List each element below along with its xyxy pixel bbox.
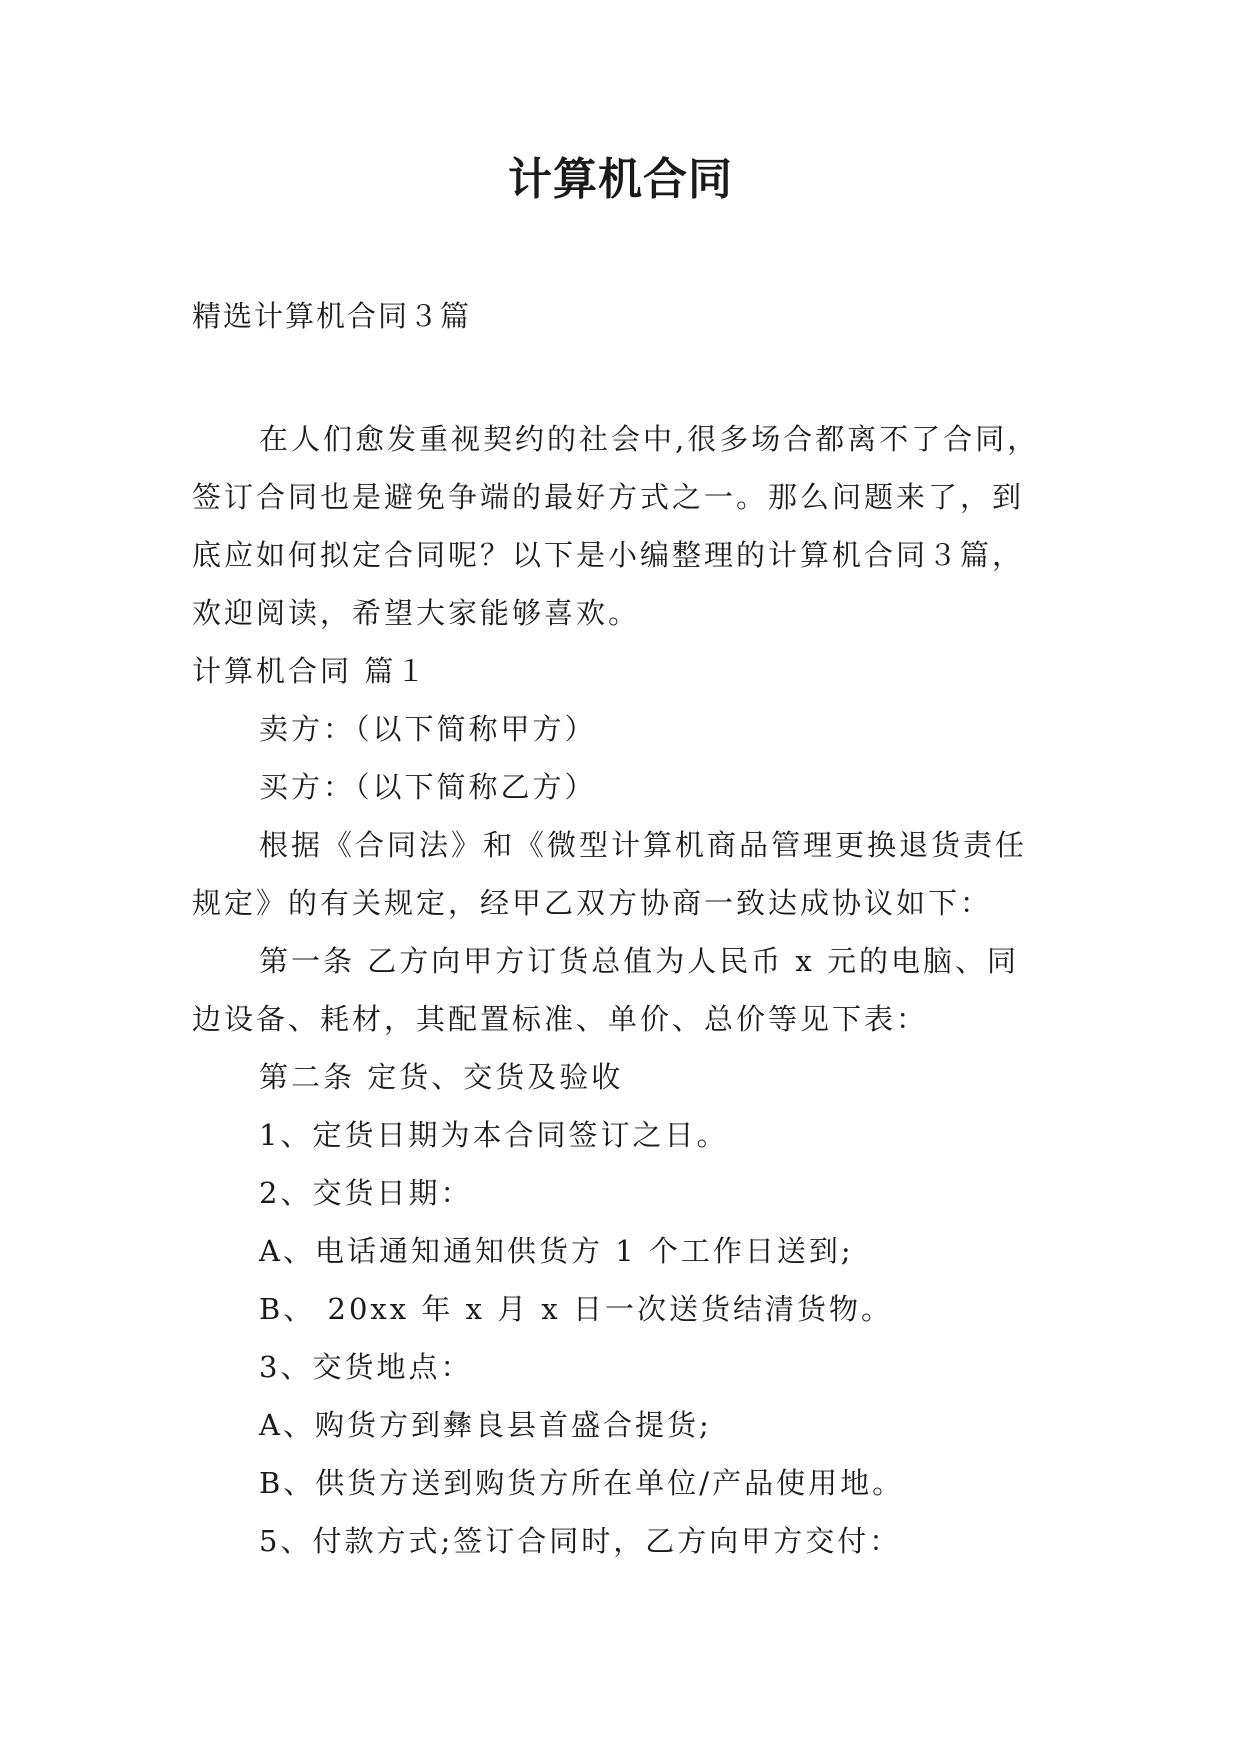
body-line: B、供货方送到购货方所在单位/产品使用地。 <box>259 1466 905 1500</box>
page-title: 计算机合同 <box>508 154 733 205</box>
body-line: 3、交货地点： <box>259 1350 473 1384</box>
body-line: 2、交货日期： <box>259 1176 473 1210</box>
body-line: 底应如何拟定合同呢？以下是小编整理的计算机合同３篇， <box>192 538 1025 572</box>
body-line: A、电话通知通知供货方 1 个工作日送到; <box>259 1234 854 1268</box>
body-line: 签订合同也是避免争端的最好方式之一。那么问题来了，到 <box>192 480 1025 514</box>
body-line: 欢迎阅读，希望大家能够喜欢。 <box>192 596 641 630</box>
body-line: 边设备、耗材，其配置标准、单价、总价等见下表： <box>192 1002 929 1036</box>
body-line: 根据《合同法》和《微型计算机商品管理更换退货责任 <box>259 828 1028 862</box>
body-line: 规定》的有关规定，经甲乙双方协商一致达成协议如下： <box>192 886 993 920</box>
document-body <box>192 410 1062 1570</box>
body-line: 第二条 定货、交货及验收 <box>259 1060 624 1094</box>
body-line: 1、定货日期为本合同签订之日。 <box>259 1118 729 1152</box>
document-subtitle: 精选计算机合同３篇 <box>192 299 472 333</box>
body-line: 卖方：（以下简称甲方） <box>259 712 597 746</box>
body-line: B、 20xx 年 x 月 x 日一次送货结清货物。 <box>259 1292 893 1326</box>
body-line: 第一条 乙方向甲方订货总值为人民币 x 元的电脑、同 <box>259 944 1020 978</box>
body-line: A、购货方到彝良县首盛合提货; <box>259 1408 712 1442</box>
body-line: 在人们愈发重视契约的社会中,很多场合都离不了合同， <box>259 422 1040 456</box>
body-line: 买方：（以下简称乙方） <box>259 770 597 804</box>
body-line: 5、付款方式;签订合同时，乙方向甲方交付： <box>259 1524 902 1558</box>
section-heading: 计算机合同 篇１ <box>192 654 429 688</box>
